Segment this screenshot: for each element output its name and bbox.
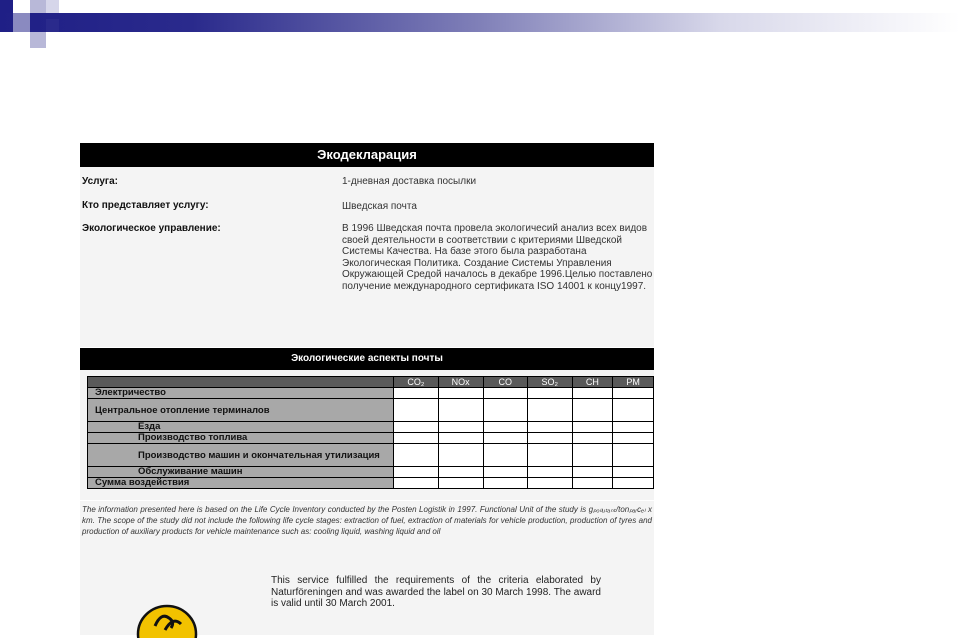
row-label: Езда xyxy=(88,422,394,433)
eco-declaration xyxy=(80,143,654,635)
row-label: Производство машин и окончательная утилизация xyxy=(88,444,394,467)
table-row xyxy=(88,433,654,444)
column-header: CO xyxy=(483,377,527,388)
info-section xyxy=(80,167,654,347)
decor-square-5 xyxy=(46,19,59,32)
row-label: Производство топлива xyxy=(88,433,394,444)
decor-square-6 xyxy=(30,32,46,48)
service-value: 1-дневная доставка посылки xyxy=(342,176,477,187)
table-row xyxy=(88,478,654,489)
row-label: Обслуживание машин xyxy=(88,467,394,478)
title-banner xyxy=(0,13,960,32)
row-label: Электричество xyxy=(88,388,394,399)
table-row xyxy=(88,467,654,478)
provider-value: Шведская почта xyxy=(342,201,417,212)
award-text: This service fulfilled the requirements of the criteria elaborated by Naturföreningen and was awarded the label on 30 March 1998. The award is valid until 30 March 2001. xyxy=(271,575,601,610)
eco-label-logo xyxy=(135,604,199,638)
table-header-row xyxy=(88,377,654,388)
impact-table xyxy=(87,376,654,489)
column-header: SO₂ xyxy=(527,377,572,388)
column-header: CO₂ xyxy=(394,377,439,388)
column-header: PM xyxy=(613,377,654,388)
env-management-text: В 1996 Шведская почта провела экологичесий анализ всех видов своей деятельности в соответствии с критериями Шведской Системы Качества. На базе этого была разработана Экологическая Политика. Создание Системы Управления Окружающей Средой началось в декабре 1996.Целью поставлено получение международного сертификата ISO 14001 к концу1997. xyxy=(342,223,653,292)
study-note: The information presented here is based on the Life Cycle Inventory conducted by the Posten Logistik in 1997. Functional Unit of the study is gₚₒₗₗᵤₜₐₙₜ/tonₚₐᵣcₑₗ x km. The scope of the study did not include the following life cycle stages: extraction of fuel, extraction of materials for vehicle production, production of tyres and production of auxiliary products for vehicle maintenance such as: cooling liquid, washing liquid and oil xyxy=(82,505,652,536)
column-header: NOx xyxy=(438,377,483,388)
env-management-label: Экологическое управление: xyxy=(82,223,221,234)
aspects-table-section xyxy=(80,370,654,500)
row-label: Сумма воздействия xyxy=(88,478,394,489)
service-label: Услуга: xyxy=(82,176,118,187)
table-corner xyxy=(88,377,394,388)
aspects-title: Экологические аспекты почты xyxy=(80,348,654,370)
decor-square-1 xyxy=(0,0,13,13)
footer-section xyxy=(80,501,654,635)
column-header: CH xyxy=(572,377,613,388)
document-title: Экодекларация xyxy=(80,143,654,167)
table-row xyxy=(88,444,654,467)
decor-square-4 xyxy=(46,0,59,13)
table-row xyxy=(88,388,654,399)
decor-square-2 xyxy=(13,13,30,32)
row-label: Центральное отопление терминалов xyxy=(88,399,394,422)
table-row xyxy=(88,422,654,433)
table-row xyxy=(88,399,654,422)
decor-square-3 xyxy=(30,0,46,13)
provider-label: Кто представляет услугу: xyxy=(82,200,209,211)
